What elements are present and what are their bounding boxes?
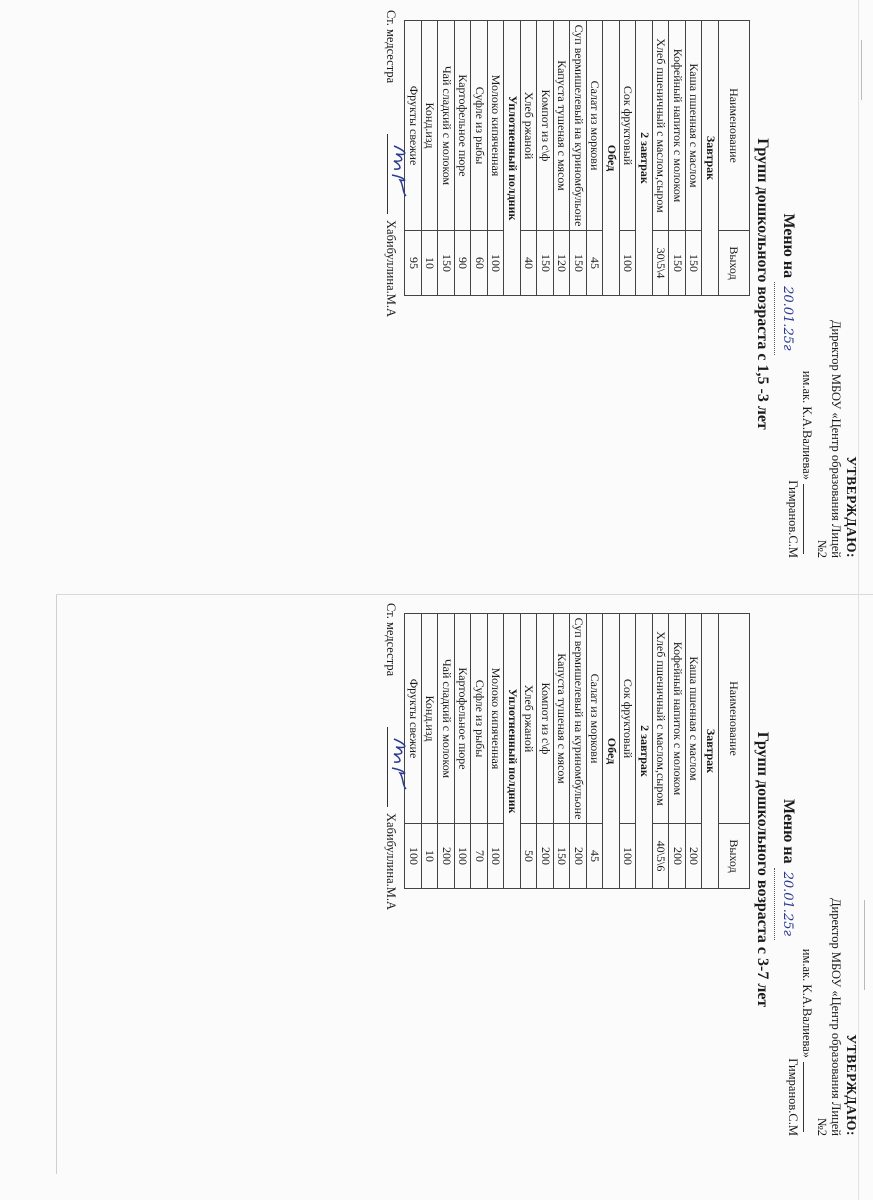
dish-yield: 70 (471, 824, 488, 889)
table-row (570, 614, 587, 889)
menu-heading (750, 4, 800, 564)
table-row (422, 614, 439, 889)
menu-date-line (774, 597, 800, 1142)
table-row (521, 614, 538, 889)
menu-table-body (405, 21, 719, 296)
table-row (488, 614, 505, 889)
approval-title: УТВЕРЖДАЮ: (844, 1034, 859, 1136)
approval-title: УТВЕРЖДАЮ: (844, 456, 859, 558)
table-section-row (636, 614, 653, 889)
dish-name: Капуста тушеная с мясом (554, 614, 571, 824)
dish-yield: 200 (537, 824, 554, 889)
dish-name: Картофельное пюре (455, 614, 472, 824)
table-row (653, 21, 670, 296)
dish-yield: 200 (570, 824, 587, 889)
dish-yield: 100 (488, 824, 505, 889)
column-header-yield: Выход (719, 824, 750, 889)
dish-name: Салат из моркови (587, 21, 604, 231)
table-row (686, 21, 703, 296)
dish-yield: 150 (554, 824, 571, 889)
dish-yield: 50 (521, 824, 538, 889)
dish-yield: 100 (405, 824, 422, 889)
table-row (471, 614, 488, 889)
dish-name: Молоко кипяченная (488, 614, 505, 824)
dish-yield: 10 (422, 231, 439, 296)
table-row (554, 21, 571, 296)
section-title: 2 завтрак (636, 21, 653, 296)
dish-name: Каша пшенная с маслом (686, 21, 703, 231)
section-title: Завтрак (702, 614, 719, 889)
dish-yield: 200 (686, 824, 703, 889)
table-row (620, 614, 637, 889)
dish-yield: 45 (587, 231, 604, 296)
dish-name: Суп вермишелевый на куриномбульоне (570, 614, 587, 824)
menu-prefix: Меню на (780, 213, 797, 279)
dish-yield: 100 (455, 824, 472, 889)
dish-name: Чай сладкий с молоком (438, 21, 455, 231)
dish-yield: 90 (455, 231, 472, 296)
table-header-row (719, 21, 750, 296)
dish-name: Сок фруктовый (620, 21, 637, 231)
table-row (488, 21, 505, 296)
section-title: Завтрак (702, 21, 719, 296)
dish-yield: 100 (620, 231, 637, 296)
table-row (537, 21, 554, 296)
menu-sheet-preschool (88, 597, 868, 1142)
menu-date-handwritten: 20.01.25г (774, 282, 799, 354)
menu-date-line (774, 4, 800, 564)
scan-edge-top (56, 594, 873, 595)
dish-name: Хлеб ржаной (521, 21, 538, 231)
nurse-label: Ст. медсестра (384, 10, 398, 84)
dish-yield: 150 (570, 231, 587, 296)
dish-yield: 150 (438, 231, 455, 296)
approval-lyceum-name: им.ак. К.А.Валиева» (800, 370, 815, 480)
nurse-name: Хабибуллина.М.А (384, 813, 398, 911)
table-section-row (504, 21, 521, 296)
menu-table (405, 613, 751, 889)
dish-name: Хлеб ржаной (521, 614, 538, 824)
dish-name: Каша пшенная с маслом (686, 614, 703, 824)
dish-yield: 200 (669, 824, 686, 889)
menu-table-body (405, 614, 719, 889)
dish-name: Чай сладкий с молоком (438, 614, 455, 824)
scan-edge-left (56, 594, 57, 1174)
dish-yield: 100 (488, 231, 505, 296)
director-name: Гимранов.С.М (786, 480, 800, 558)
dish-name: Фрукты свежие (405, 21, 422, 231)
dish-name: Салат из моркови (587, 614, 604, 824)
approval-lyceum-name: им.ак. К.А.Валиева» (800, 948, 815, 1058)
signature-blank (804, 484, 805, 554)
nurse-signature (387, 727, 412, 807)
dish-name: Картофельное пюре (455, 21, 472, 231)
table-row (686, 614, 703, 889)
dish-name: Сок фруктовый (620, 614, 637, 824)
dish-name: Конд.изд (422, 614, 439, 824)
nurse-label: Ст. медсестра (384, 603, 398, 677)
table-section-row (702, 21, 719, 296)
table-section-row (603, 21, 620, 296)
menu-subtitle: Групп дошкольного возраста с 3-7 лет (754, 731, 771, 1008)
dish-name: Хлеб пшеничный с маслом,сыром (653, 614, 670, 824)
dish-name: Хлеб пшеничный с маслом,сыром (653, 21, 670, 231)
dish-yield: 150 (669, 231, 686, 296)
menu-subtitle: Групп дошкольного возраста с 1,5 -3 лет (754, 138, 771, 430)
dish-yield: 10 (422, 824, 439, 889)
dish-name: Кофейный напиток с молоком (669, 21, 686, 231)
table-row (570, 21, 587, 296)
section-title: Уплотненный полдник (504, 614, 521, 889)
table-row (669, 21, 686, 296)
menu-date-handwritten: 20.01.25г (774, 868, 799, 940)
dish-name: Суфле из рыбы (471, 614, 488, 824)
dish-yield: 45 (587, 824, 604, 889)
table-row (455, 614, 472, 889)
dish-yield: 150 (686, 231, 703, 296)
nurse-signature (387, 134, 412, 214)
dish-name: Конд.изд (422, 21, 439, 231)
table-row (587, 21, 604, 296)
dish-name: Капуста тушеная с мясом (554, 21, 571, 231)
dish-yield: 30\5\4 (653, 231, 670, 296)
director-name: Гимранов.С.М (786, 1058, 800, 1136)
dish-yield: 95 (405, 231, 422, 296)
menu-heading (750, 597, 800, 1142)
table-row (537, 614, 554, 889)
table-header-row (719, 614, 750, 889)
dish-name: Компот из с\ф (537, 614, 554, 824)
table-row (653, 614, 670, 889)
table-row (669, 614, 686, 889)
dish-name: Фрукты свежие (405, 614, 422, 824)
column-header-yield: Выход (719, 231, 750, 296)
approval-line: Директор МБОУ «Центр образования Лицей №2 (815, 897, 844, 1136)
dish-name: Суп вермишелевый на куриномбульоне (570, 21, 587, 231)
section-title: 2 завтрак (636, 614, 653, 889)
menu-prefix: Меню на (780, 798, 797, 864)
table-row (554, 614, 571, 889)
table-section-row (702, 614, 719, 889)
dish-name: Компот из с\ф (537, 21, 554, 231)
dish-yield: 40\5\6 (653, 824, 670, 889)
table-row (620, 21, 637, 296)
dish-yield: 120 (554, 231, 571, 296)
dish-yield: 150 (537, 231, 554, 296)
table-row (438, 21, 455, 296)
dish-yield: 40 (521, 231, 538, 296)
dish-name: Суфле из рыбы (471, 21, 488, 231)
table-row (587, 614, 604, 889)
table-row (438, 614, 455, 889)
table-section-row (504, 614, 521, 889)
approval-line: Директор МБОУ «Центр образования Лицей №2 (815, 319, 844, 558)
menu-sheet-toddlers (88, 4, 868, 564)
section-title: Обед (603, 614, 620, 889)
column-header-name: Наименование (719, 614, 750, 824)
dish-yield: 60 (471, 231, 488, 296)
dish-name: Молоко кипяченная (488, 21, 505, 231)
table-row (521, 21, 538, 296)
signature-blank (804, 1062, 805, 1132)
table-section-row (636, 21, 653, 296)
dish-name: Кофейный напиток с молоком (669, 614, 686, 824)
column-header-name: Наименование (719, 21, 750, 231)
table-row (455, 21, 472, 296)
dish-yield: 100 (620, 824, 637, 889)
table-row (471, 21, 488, 296)
nurse-name: Хабибуллина.М.А (384, 220, 398, 318)
section-title: Уплотненный полдник (504, 21, 521, 296)
dish-yield: 200 (438, 824, 455, 889)
table-section-row (603, 614, 620, 889)
section-title: Обед (603, 21, 620, 296)
menu-table (405, 20, 751, 296)
table-row (422, 21, 439, 296)
